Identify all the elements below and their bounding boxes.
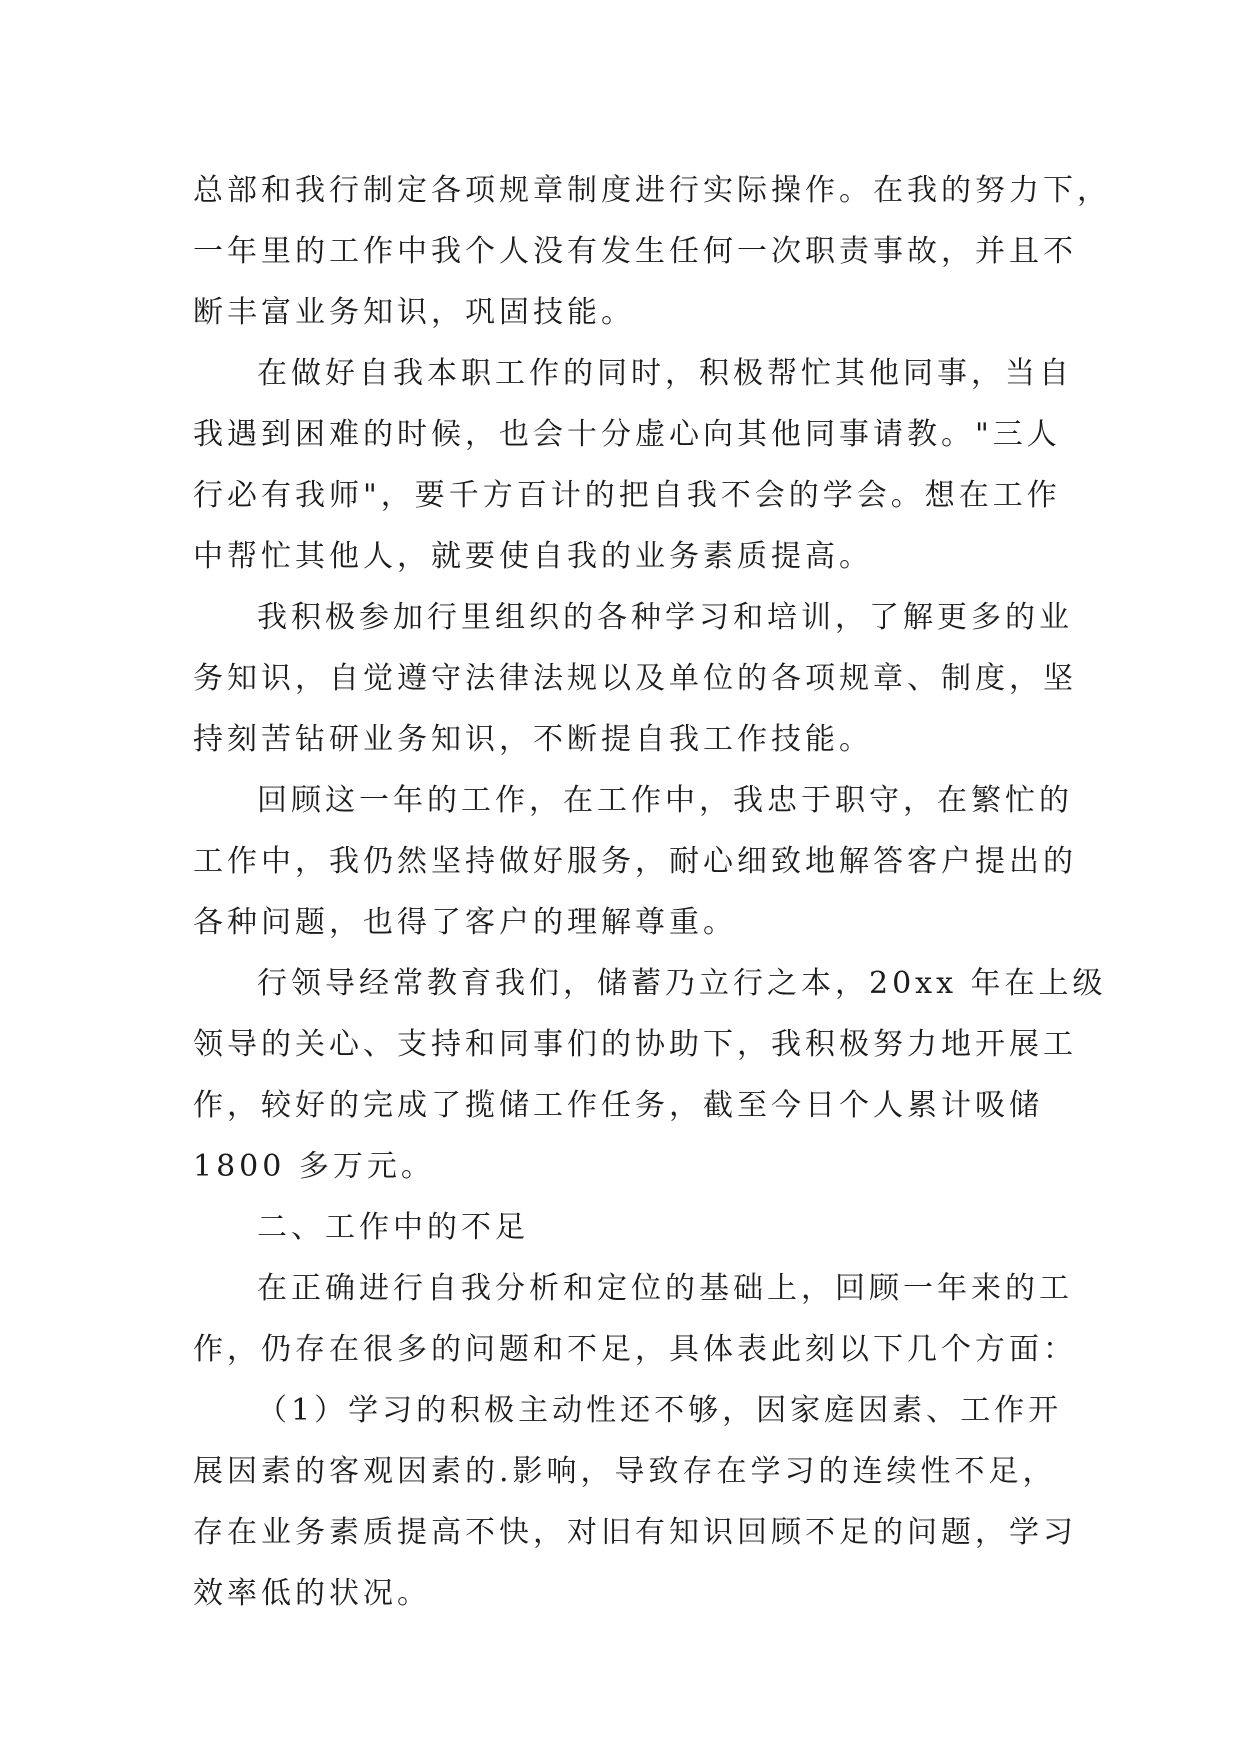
text-line: 作，较好的完成了揽储工作任务，截至今日个人累计吸储 [193,1088,1043,1123]
text-line: 回顾这一年的工作，在工作中，我忠于职守，在繁忙的 [257,783,1073,818]
text-line: 各种问题，也得了客户的理解尊重。 [193,905,737,940]
text-line: 作，仍存在很多的问题和不足，具体表此刻以下几个方面： [193,1332,1077,1367]
text-line: 持刻苦钻研业务知识，不断提自我工作技能。 [193,722,873,757]
text-line: 我积极参加行里组织的各种学习和培训，了解更多的业 [257,600,1073,635]
text-line: （1）学习的积极主动性还不够，因家庭因素、工作开 [257,1393,1063,1428]
text-line: 存在业务素质提高不快，对旧有知识回顾不足的问题，学习 [193,1515,1077,1550]
text-line: 总部和我行制定各项规章制度进行实际操作。在我的努力下， [193,173,1111,208]
text-line: 效率低的状况。 [193,1576,431,1611]
text-line: 我遇到困难的时候，也会十分虚心向其他同事请教。"三人 [193,417,1061,452]
text-line: 行领导经常教育我们，储蓄乃立行之本，20xx 年在上级 [257,966,1107,1001]
text-line: 中帮忙其他人，就要使自我的业务素质提高。 [193,539,873,574]
text-line: 二、工作中的不足 [257,1210,529,1245]
text-line: 展因素的客观因素的.影响，导致存在学习的连续性不足， [193,1454,1057,1489]
text-line: 务知识，自觉遵守法律法规以及单位的各项规章、制度，坚 [193,661,1077,696]
text-line: 断丰富业务知识，巩固技能。 [193,295,635,330]
text-line: 领导的关心、支持和同事们的协助下，我积极努力地开展工 [193,1027,1077,1062]
text-line: 行必有我师"，要千方百计的把自我不会的学会。想在工作 [193,478,1061,513]
text-line: 工作中，我仍然坚持做好服务，耐心细致地解答客户提出的 [193,844,1077,879]
text-line: 一年里的工作中我个人没有发生任何一次职责事故，并且不 [193,234,1077,269]
text-line: 在正确进行自我分析和定位的基础上，回顾一年来的工 [257,1271,1073,1306]
text-line: 在做好自我本职工作的同时，积极帮忙其他同事，当自 [257,356,1073,391]
text-line: 1800 多万元。 [193,1149,435,1184]
document-body [193,160,1111,1624]
